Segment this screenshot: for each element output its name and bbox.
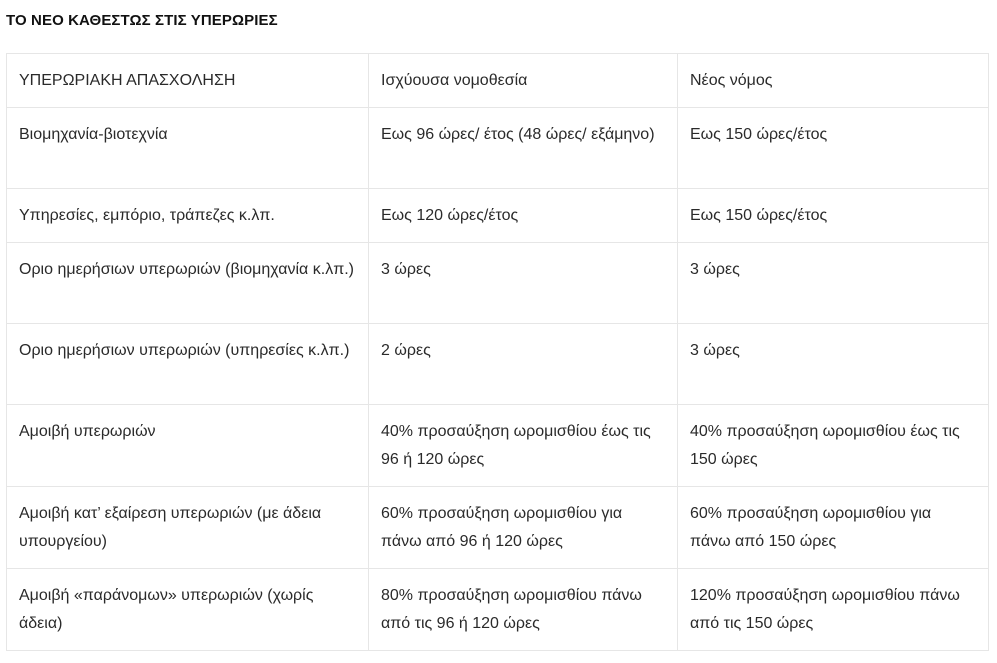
table-row [7, 243, 989, 324]
row-label-cell: Οριο ημερήσιων υπερωριών (υπηρεσίες κ.λπ.) [7, 324, 369, 405]
table-row [7, 487, 989, 569]
current-law-cell: 3 ώρες [369, 243, 678, 324]
current-law-cell: Εως 120 ώρες/έτος [369, 189, 678, 243]
table-row [7, 108, 989, 189]
new-law-cell: 40% προσαύξηση ωρομισθίου έως τις 150 ώρες [678, 405, 989, 487]
table-row [7, 324, 989, 405]
row-label-cell: Αμοιβή «παράνομων» υπερωριών (χωρίς άδεια) [7, 569, 369, 651]
new-law-cell: Εως 150 ώρες/έτος [678, 189, 989, 243]
row-label-cell: Αμοιβή κατ’ εξαίρεση υπερωριών (με άδεια υπουργείου) [7, 487, 369, 569]
current-law-cell: 60% προσαύξηση ωρομισθίου για πάνω από 96 ή 120 ώρες [369, 487, 678, 569]
row-label-cell: Οριο ημερήσιων υπερωριών (βιομηχανία κ.λπ.) [7, 243, 369, 324]
new-law-cell: 3 ώρες [678, 243, 989, 324]
row-label-cell: Υπηρεσίες, εμπόριο, τράπεζες κ.λπ. [7, 189, 369, 243]
new-law-cell: 60% προσαύξηση ωρομισθίου για πάνω από 150 ώρες [678, 487, 989, 569]
header-cell-current-law: Ισχύουσα νομοθεσία [369, 54, 678, 108]
current-law-cell: 2 ώρες [369, 324, 678, 405]
new-law-cell: 120% προσαύξηση ωρομισθίου πάνω από τις 150 ώρες [678, 569, 989, 651]
new-law-cell: Εως 150 ώρες/έτος [678, 108, 989, 189]
table-row [7, 405, 989, 487]
header-cell-category: ΥΠΕΡΩΡΙΑΚΗ ΑΠΑΣΧΟΛΗΣΗ [7, 54, 369, 108]
current-law-cell: 40% προσαύξηση ωρομισθίου έως τις 96 ή 120 ώρες [369, 405, 678, 487]
table-row [7, 569, 989, 651]
table-header-row [7, 54, 989, 108]
current-law-cell: Εως 96 ώρες/ έτος (48 ώρες/ εξάμηνο) [369, 108, 678, 189]
table-row [7, 189, 989, 243]
new-law-cell: 3 ώρες [678, 324, 989, 405]
row-label-cell: Βιομηχανία-βιοτεχνία [7, 108, 369, 189]
current-law-cell: 80% προσαύξηση ωρομισθίου πάνω από τις 96 ή 120 ώρες [369, 569, 678, 651]
page-title: ΤΟ ΝΕΟ ΚΑΘΕΣΤΩΣ ΣΤΙΣ ΥΠΕΡΩΡΙΕΣ [6, 12, 278, 29]
header-cell-new-law: Νέος νόμος [678, 54, 989, 108]
overtime-comparison-table [6, 53, 989, 651]
row-label-cell: Αμοιβή υπερωριών [7, 405, 369, 487]
